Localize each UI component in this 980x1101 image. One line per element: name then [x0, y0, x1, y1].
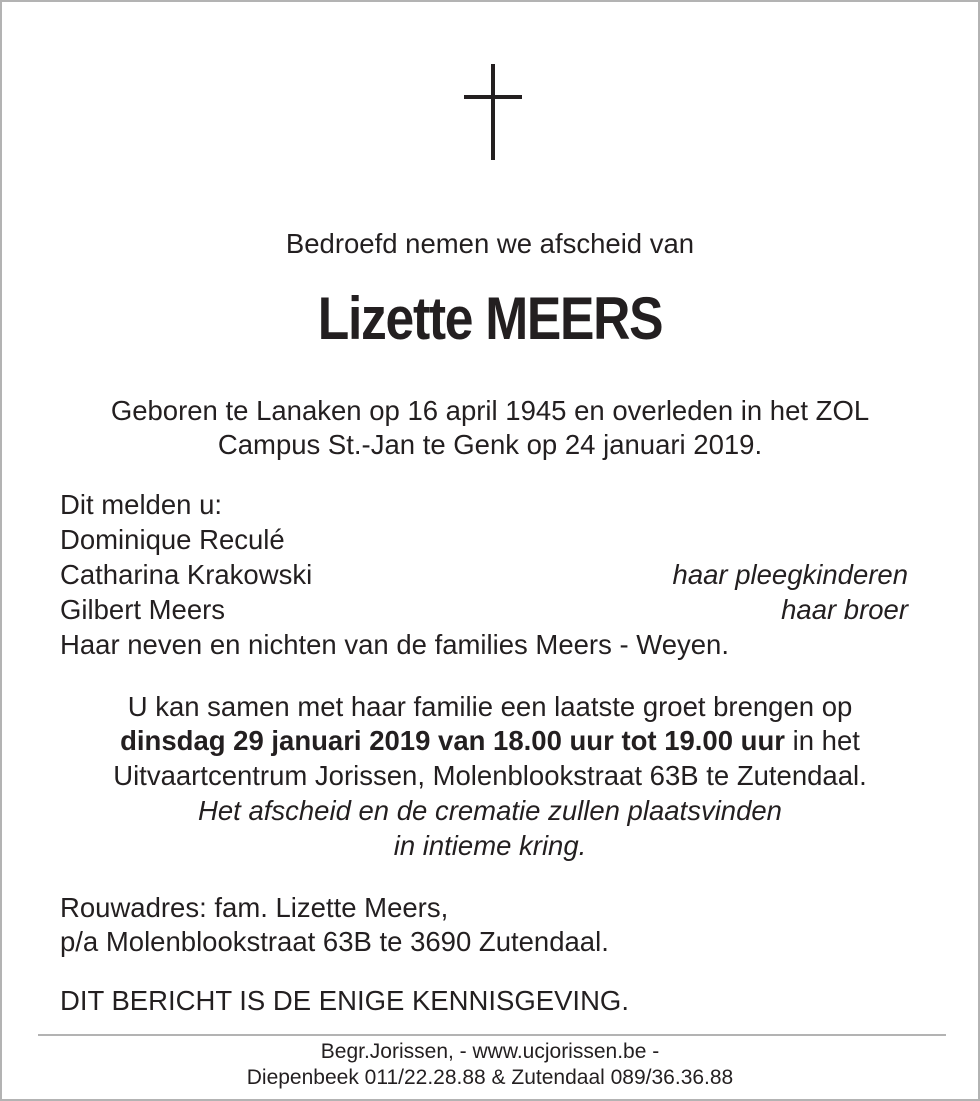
announcer-relation: haar pleegkinderen: [672, 559, 908, 590]
birth-death-line-2: Campus St.-Jan te Genk op 24 januari 2019.: [217, 429, 763, 460]
footer-line-2: Diepenbeek 011/22.28.88 & Zutendaal 089/36.36.88: [246, 1066, 734, 1089]
address-line-1: Rouwadres: fam. Lizette Meers,: [60, 892, 449, 923]
visitation-datetime: dinsdag 29 januari 2019 van 18.00 uur tot 19.00 uur: [120, 725, 785, 756]
deceased-name: Lizette MEERS: [317, 285, 663, 352]
intro-text: Bedroefd nemen we afscheid van: [285, 228, 695, 259]
only-notice: DIT BERICHT IS DE ENIGE KENNISGEVING.: [60, 985, 629, 1016]
announcer-name: Dominique Reculé: [60, 524, 285, 555]
birth-death-line-1: Geboren te Lanaken op 16 april 1945 en overleden in het ZOL: [110, 395, 870, 426]
visitation-line-2: [2, 724, 978, 758]
families-line: Haar neven en nichten van de families Meers - Weyen.: [60, 629, 729, 660]
announcers-heading: Dit melden u:: [60, 489, 223, 520]
visitation-line-1: U kan samen met haar familie een laatste groet brengen op: [127, 691, 853, 722]
visitation-line-2-rest: in het: [784, 725, 860, 756]
announcer-name: Catharina Krakowski: [60, 559, 313, 590]
farewell-line-1: Het afscheid en de crematie zullen plaatsvinden: [198, 795, 782, 826]
announcer-relation: haar broer: [781, 594, 908, 625]
visitation-line-3: Uitvaartcentrum Jorissen, Molenblookstraat 63B te Zutendaal.: [113, 760, 867, 791]
farewell-line-2: in intieme kring.: [393, 830, 587, 861]
announcer-name: Gilbert Meers: [60, 594, 226, 625]
footer-divider: [38, 1034, 946, 1036]
address-line-2: p/a Molenblookstraat 63B te 3690 Zutendaal.: [60, 926, 609, 957]
cross-icon: [464, 64, 522, 162]
footer-line-1: Begr.Jorissen, - www.ucjorissen.be -: [320, 1040, 660, 1063]
